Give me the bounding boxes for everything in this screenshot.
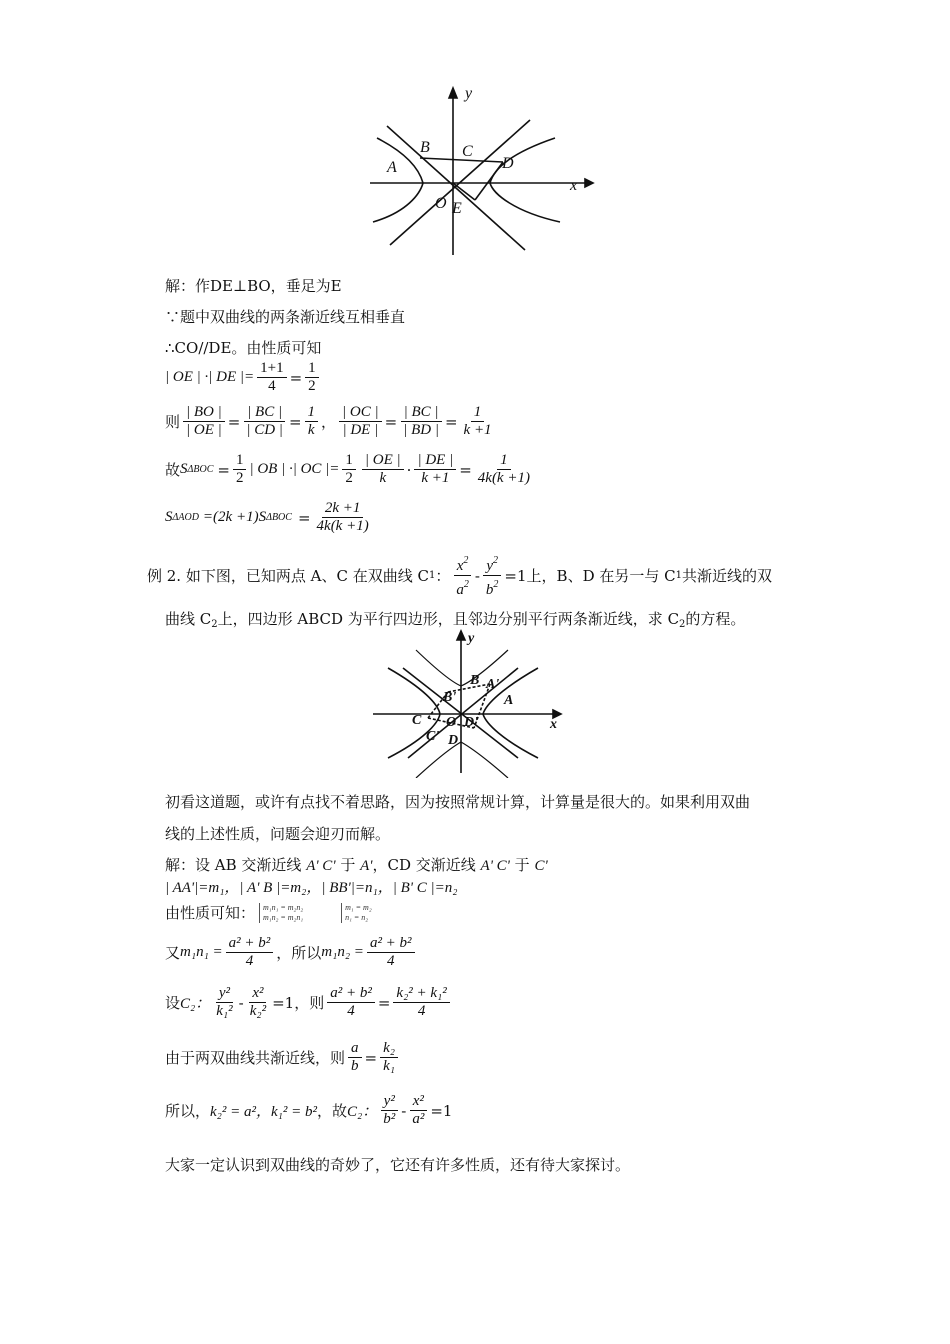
sys1a: m₁n₁ = m₂n₂ (263, 902, 304, 912)
system-2 (341, 903, 372, 923)
eq3-mid: | OB | ·| OC |= (249, 461, 340, 477)
sol2-l6a: 由于两双曲线共渐近线，则 (165, 1049, 346, 1067)
ex2-b: b (485, 582, 494, 598)
ex2-p1a: 例 2. 如下图，已知两点 A、C 在双曲线 C (147, 567, 429, 585)
eq3-c-den: 4k(k +1) (477, 470, 530, 486)
eq3-a-den: k (379, 470, 387, 486)
sol2-l5-num: a² + b² (327, 985, 375, 1003)
fig1-label-b: B (420, 139, 430, 156)
ex2-p2e: 的方程。 (685, 610, 746, 628)
system-1 (259, 903, 303, 923)
sol2-l1c: 于 (340, 856, 356, 874)
eq4-eq: = (297, 508, 311, 527)
fig2-label-b-prime: B' (443, 690, 457, 705)
sol1-line2: ∵题中双曲线的两条渐近线互相垂直 (165, 308, 406, 326)
sol2-l7-x: x² (410, 1093, 427, 1111)
sys1b: m₁n₂ = m₂n₁ (263, 912, 304, 922)
sol1-eq3: 故 S ΔBOC = $\frac{1}{2}$ | OB | ·| OC |= $\frac{1}{2}$ $\frac{| OE |}{k}$ · $\frac{| DE |}{k +1}$ = $\frac{1}{4k(k +1)}$ (165, 452, 536, 487)
sol2-l7-minus: - (401, 1101, 407, 1120)
sol2-l5b: C₂： (180, 996, 211, 1012)
eq2-c-num: 1 (305, 404, 319, 422)
fig2-label-d-prime: D' (464, 715, 478, 730)
sol2-l6-d1: b (351, 1058, 359, 1074)
sol2-line2: | AA'|=m₁，| A' B |=m₂，| BB'|=n₁，| B' C |=n₂ (165, 880, 458, 896)
ex2-y: y (486, 558, 493, 574)
eq3-h2-den: 2 (345, 470, 353, 486)
figure-hyperbola-1 (365, 80, 595, 260)
ex2-x: x (456, 558, 464, 574)
ex2-p1d: 上，B、D 在另一与 C (526, 567, 676, 585)
eq3-s-sub: ΔBOC (187, 464, 214, 475)
eq3-c-num: 1 (497, 452, 511, 470)
fig1-label-a: A (387, 159, 397, 176)
eq3-s: S (180, 461, 188, 477)
sol2-l7-b2: b² (383, 1111, 396, 1127)
eq2-a-num: | BO | (183, 404, 225, 422)
sol2-l1g: 于 (514, 856, 530, 874)
sol2-l5-eq: = (377, 993, 391, 1012)
sol2-l5-y: y² (216, 985, 233, 1003)
eq4-s: S (165, 509, 173, 525)
ex2-p2d: 2 (679, 619, 686, 630)
sol2-l6-eq: = (364, 1048, 378, 1067)
ex2-minus: - (474, 566, 480, 585)
eq3-b-den: k +1 (421, 470, 450, 486)
ex2-p1b: 1 (428, 570, 436, 581)
sol2-l7d: C₂： (347, 1104, 378, 1120)
sol2-l4-den2: 4 (387, 953, 395, 969)
sol2-l5-x: x² (249, 985, 266, 1003)
eq2-e-den: | BD | (403, 422, 439, 438)
fig2-label-c: C (412, 713, 422, 728)
fig1-label-y: y (465, 85, 473, 102)
eq2-f-den: k +1 (463, 422, 492, 438)
sol2-l6-n1: a (348, 1040, 362, 1058)
ex2-x-exp: 2 (463, 555, 469, 566)
eq3-h-den: 2 (235, 470, 244, 486)
sol2-l4d: m₁n₂ = (321, 944, 364, 960)
eq4-den: 4k(k +1) (316, 518, 369, 534)
eq3-prefix: 故 (165, 461, 181, 479)
fig1-label-c: C (462, 143, 473, 160)
sol2-l5-den: 4 (347, 1003, 355, 1019)
sol2-line6 (165, 1040, 401, 1075)
sol2-l1f: A' C' (480, 858, 510, 874)
eq1-num2: 1 (305, 360, 319, 378)
sol2-l5-k2: k₂² (249, 1003, 267, 1019)
sol2-l7b: k₂² = a²，k₁² = b² (210, 1104, 317, 1120)
eq2-d-den: | DE | (342, 422, 379, 438)
sol1-line1: 解：作DE⊥BO，垂足为E (165, 277, 342, 295)
eq3-eq: = (217, 460, 230, 479)
eq2-f-num: 1 (471, 404, 485, 422)
fig2-label-d: D (448, 733, 459, 748)
sol2-l1a: 解：设 AB 交渐近线 (165, 856, 302, 874)
sol2-l5c: =1，则 (272, 994, 325, 1012)
fig1-label-d: D (502, 155, 514, 172)
sol2-l1h: C' (534, 858, 548, 874)
eq3-a-num: | OE | (362, 452, 404, 470)
eq4-s-sub: ΔAOD (172, 512, 199, 523)
closing-line: 大家一定认识到双曲线的奇妙了，它还有许多性质，还有待大家探讨。 (165, 1156, 631, 1174)
sol2-l7c: ，故 (317, 1102, 348, 1120)
eq2-d-num: | OC | (339, 404, 382, 422)
sol1-eq1 (165, 360, 322, 395)
eq3-dot: · (406, 460, 412, 479)
sol2-l5-num2: k₂² + k₁² (393, 985, 449, 1003)
sol2-l1e: ，CD 交渐近线 (372, 856, 476, 874)
eq2-a-den: | OE | (186, 422, 222, 438)
ex2-p2c: 上，四边形 ABCD 为平行四边形，且邻边分别平行两条渐近线，求 C (217, 610, 680, 628)
eq1-lhs: | OE | ·| DE |= (165, 369, 255, 385)
sol2-l4a: 又 (165, 944, 181, 962)
eq3-h-num: 1 (233, 452, 247, 470)
ex2-p1f: 共渐近线的双 (682, 567, 773, 585)
sol2-l4-num2: a² + b² (367, 935, 415, 953)
sol2-l1d: A' (360, 858, 373, 874)
sol2-l7-eq: =1 (430, 1101, 453, 1120)
para-line1: 初看这道题，或许有点找不着思路，因为按照常规计算，计算量是很大的。如果利用双曲 (165, 793, 751, 811)
ex2-p2b: 2 (211, 619, 218, 630)
sol2-line1 (165, 855, 548, 876)
sol2-l7-y: y² (381, 1093, 398, 1111)
sol1-eq4 (165, 500, 375, 535)
eq2-b-den: | CD | (246, 422, 283, 438)
sol2-l5-k1: k₁² (216, 1003, 233, 1019)
sol2-line4 (165, 935, 418, 970)
sol1-eq2: 则 $\frac{| BO |}{| OE |}$ = $\frac{| BC |}{| CD |}$ = $\frac{1}{k}$ ， $\frac{| OC |}{| DE |}$ = $\frac{| BC |}{| BD |}$ = $\frac{1}{k +1}$ (165, 404, 498, 439)
sol2-l4b: m₁n₁ = (180, 944, 223, 960)
sol2-l1b: A' C' (306, 858, 336, 874)
fig2-label-y: y (468, 631, 475, 646)
fig2-label-b: B (470, 673, 480, 688)
para-line2: 线的上述性质，问题会迎刃而解。 (165, 825, 391, 843)
sol2-l6-d2: k₁ (383, 1058, 395, 1074)
eq1-den2: 2 (308, 378, 316, 394)
sol2-l7-a2: a² (412, 1111, 425, 1127)
ex2-y-exp: 2 (493, 555, 498, 566)
eq2-prefix: 则 (165, 413, 181, 431)
sol2-l3a: 由性质可知： (165, 904, 256, 922)
sol2-line5 (165, 985, 453, 1020)
sol2-l4-den: 4 (245, 953, 254, 969)
ex2-b-exp: 2 (493, 579, 499, 590)
sol2-line7 (165, 1093, 452, 1128)
fig2-label-a-prime: A' (486, 677, 500, 692)
sol2-l5-minus: - (238, 993, 244, 1012)
fig1-label-o: O (435, 195, 447, 212)
eq2-c-den: k (307, 422, 315, 438)
sol2-l4-num: a² + b² (226, 935, 274, 953)
eq2-b-num: | BC | (244, 404, 285, 422)
fig2-label-o: O (446, 715, 457, 730)
ex2-a: a (456, 582, 464, 598)
eq4-mid: =(2k +1)S (202, 509, 267, 525)
ex2-rhs: =1 (504, 566, 527, 585)
fig2-label-a: A (504, 693, 514, 708)
sol2-l7a: 所以， (165, 1102, 211, 1120)
sol2-l4c: ，所以 (276, 944, 322, 962)
sol2-l5a: 设 (165, 994, 181, 1012)
eq1-den: 4 (268, 378, 276, 394)
ex2-p1c: ： (435, 567, 451, 585)
eq2-e-num: | BC | (401, 404, 442, 422)
eq3-b-num: | DE | (414, 452, 456, 470)
ex2-p1e: 1 (675, 570, 682, 581)
ex2-a-exp: 2 (463, 579, 469, 590)
eq4-num: 2k +1 (322, 500, 364, 518)
fig2-label-c-prime: C' (426, 729, 440, 744)
eq4-s2-sub: ΔBOC (266, 512, 292, 523)
sol2-l5-den2: 4 (417, 1003, 426, 1019)
ex2-para-line1 (147, 552, 772, 599)
sys2b: n₁ = n₂ (345, 912, 369, 922)
figure-hyperbola-2 (368, 628, 568, 778)
fig1-label-e: E (452, 200, 462, 217)
fig1-label-x: x (570, 177, 578, 194)
fig2-label-x: x (550, 717, 557, 732)
eq1-mid: = (289, 368, 303, 387)
sol1-line3: ∴CO//DE。由性质可知 (165, 339, 322, 357)
sol2-l6-n2: k₂ (380, 1040, 398, 1058)
eq1-num: 1+1 (257, 360, 286, 378)
sol2-line3 (165, 902, 372, 923)
eq2-sep: ， (321, 413, 337, 431)
sys2a: m₁ = m₂ (345, 902, 372, 912)
ex2-p2a: 曲线 C (165, 610, 212, 628)
eq3-h2-num: 1 (342, 452, 356, 470)
